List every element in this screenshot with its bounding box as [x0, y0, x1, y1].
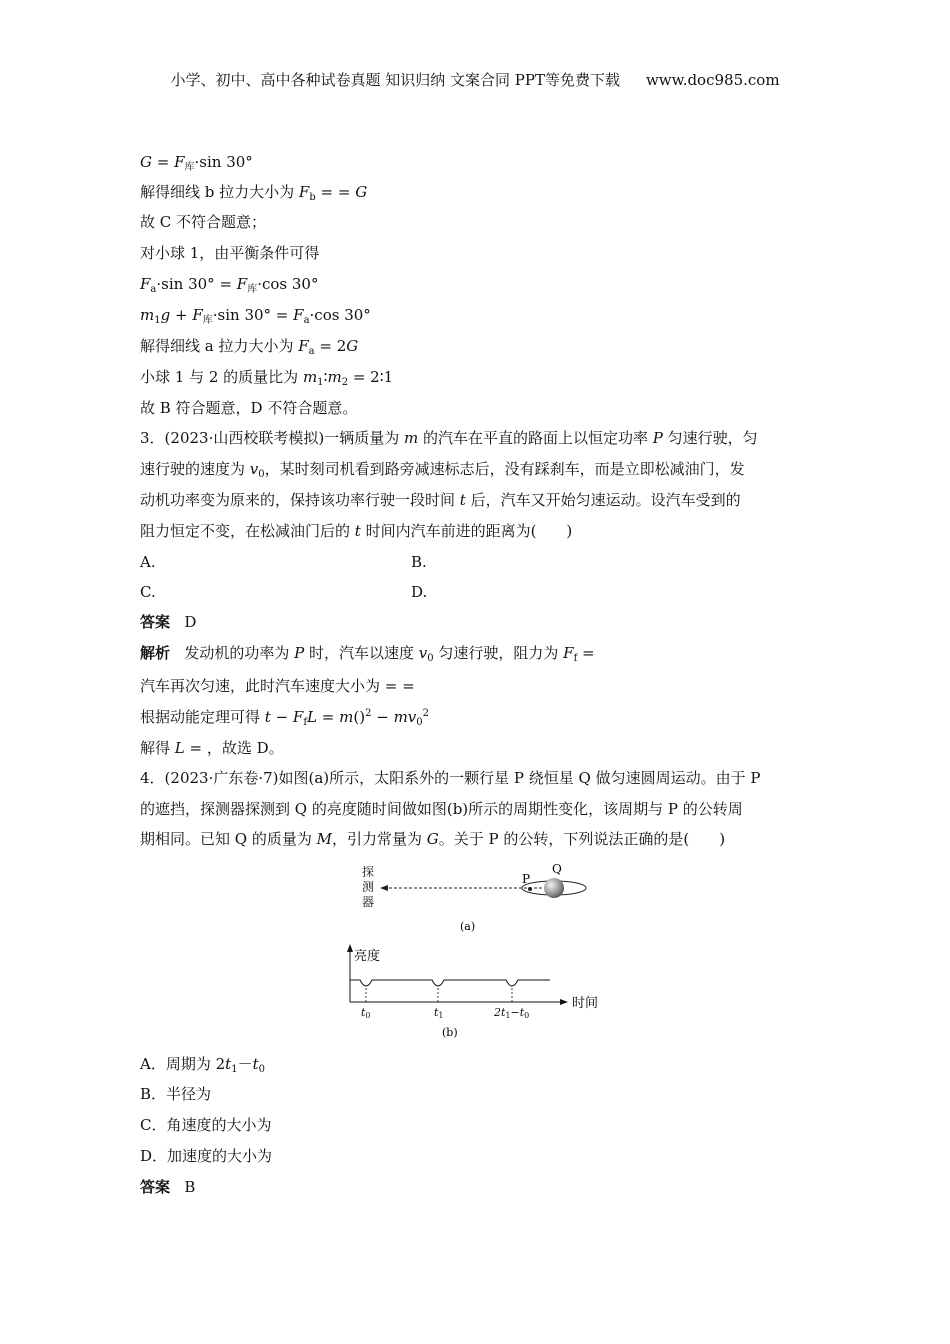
caption-b: (b)	[442, 1026, 458, 1039]
q4-stem-line-1: 4．(2023·广东卷·7)如图(a)所示，太阳系外的一颗行星 P 绕恒星 Q 做匀速圆周运动。由于 P	[140, 769, 761, 787]
q3-option-c: C.	[140, 583, 156, 601]
tick-label-t2: 2t1−t0	[494, 1006, 530, 1020]
header-text: 小学、初中、高中各种试卷真题 知识归纳 文案合同 PPT等免费下载	[170, 71, 620, 89]
planet-p	[528, 887, 532, 891]
q3-analysis-line-1: 解析 发动机的功率为 P 时，汽车以速度 $v_0$ 匀速行驶，阻力为 $F_f$ =	[140, 644, 595, 664]
header-url: www.doc985.com	[645, 71, 780, 89]
q4-answer: 答案 B	[140, 1178, 196, 1196]
q3-stem-line-1: 3．(2023·山西校联考模拟)一辆质量为 m 的汽车在平直的路面上以恒定功率 P 匀速行驶，匀	[140, 429, 758, 447]
q3-option-d: D.	[411, 583, 428, 601]
page-header	[0, 70, 950, 90]
q4-option-d: D．加速度的大小为	[140, 1147, 273, 1165]
detector-char-3: 器	[362, 895, 375, 909]
figure-a	[356, 860, 596, 936]
q3-stem-line-4: 阻力恒定不变，在松减油门后的 t 时间内汽车前进的距离为( )	[140, 522, 573, 540]
q4-option-a: A．周期为 $2t_1-t_0$	[140, 1055, 265, 1075]
q4-option-b: B．半径为	[140, 1085, 212, 1103]
detector-char-2: 测	[362, 880, 375, 894]
conclusion-bd: 故 B 符合题意，D 不符合题意。	[140, 399, 358, 417]
y-axis-arrow-icon	[347, 944, 353, 952]
q3-stem-line-2: 速行驶的速度为 $v_0$，某时刻司机看到路旁减速标志后，没有踩刹车，而是立即松减油门，发	[140, 460, 745, 480]
solution-line-fb: 解得细线 b 拉力大小为 $F_b$ = = G	[140, 183, 368, 203]
ball1-balance: 对小球 1，由平衡条件可得	[140, 244, 320, 262]
y-label: 亮度	[354, 949, 381, 964]
tick-label-t1: t1	[434, 1006, 444, 1020]
x-axis-arrow-icon	[560, 999, 568, 1005]
equation-line-1: $G = F_库\cdot\sin$ 30°	[140, 153, 253, 173]
equation-line-2: $F_a\cdot\sin$ $30^\circ = F_库\cdot\cos$ 30°	[140, 275, 319, 295]
brightness-curve	[350, 980, 550, 986]
q4-stem-line-2: 的遮挡，探测器探测到 Q 的亮度随时间做如图(b)所示的周期性变化，该周期与 P 的公转周	[140, 800, 743, 818]
q3-answer: 答案 D	[140, 613, 197, 631]
detector-char-1: 探	[362, 865, 375, 879]
q3-option-b: B.	[411, 553, 427, 571]
arrow-head-icon	[380, 885, 388, 891]
label-q: Q	[552, 862, 562, 876]
q4-stem-line-3: 期相同。已知 Q 的质量为 M，引力常量为 G。关于 P 的公转，下列说法正确的是( )	[140, 830, 726, 848]
caption-a: (a)	[460, 920, 476, 933]
label-p: P	[522, 872, 531, 886]
figure-b	[338, 940, 608, 1042]
q3-analysis-line-4: 解得 L = ，故选 D。	[140, 739, 284, 757]
q3-stem-line-3: 动机功率变为原来的，保持该功率行驶一段时间 t 后，汽车又开始匀速运动。设汽车受到的	[140, 491, 741, 509]
equation-line-3: $m_1g + F_库\cdot\sin$ $30^\circ = F_a\cdot\cos$ 30°	[140, 306, 371, 326]
x-label: 时间	[572, 996, 599, 1011]
mass-ratio: 小球 1 与 2 的质量比为 $m_1∶m_2$ = 2∶1	[140, 368, 394, 388]
conclusion-c: 故 C 不符合题意；	[140, 213, 267, 231]
q3-analysis-line-3: 根据动能定理可得 $t - F_fL = m()^2 - mv_0^2$	[140, 708, 430, 728]
q3-option-a: A.	[140, 553, 156, 571]
q3-analysis-line-2: 汽车再次匀速，此时汽车速度大小为 = =	[140, 677, 415, 695]
q4-option-c: C．角速度的大小为	[140, 1116, 272, 1134]
star-q	[544, 878, 564, 898]
solution-line-fa: 解得细线 a 拉力大小为 $F_a = 2G$	[140, 337, 359, 357]
tick-label-t0: t0	[361, 1006, 371, 1020]
